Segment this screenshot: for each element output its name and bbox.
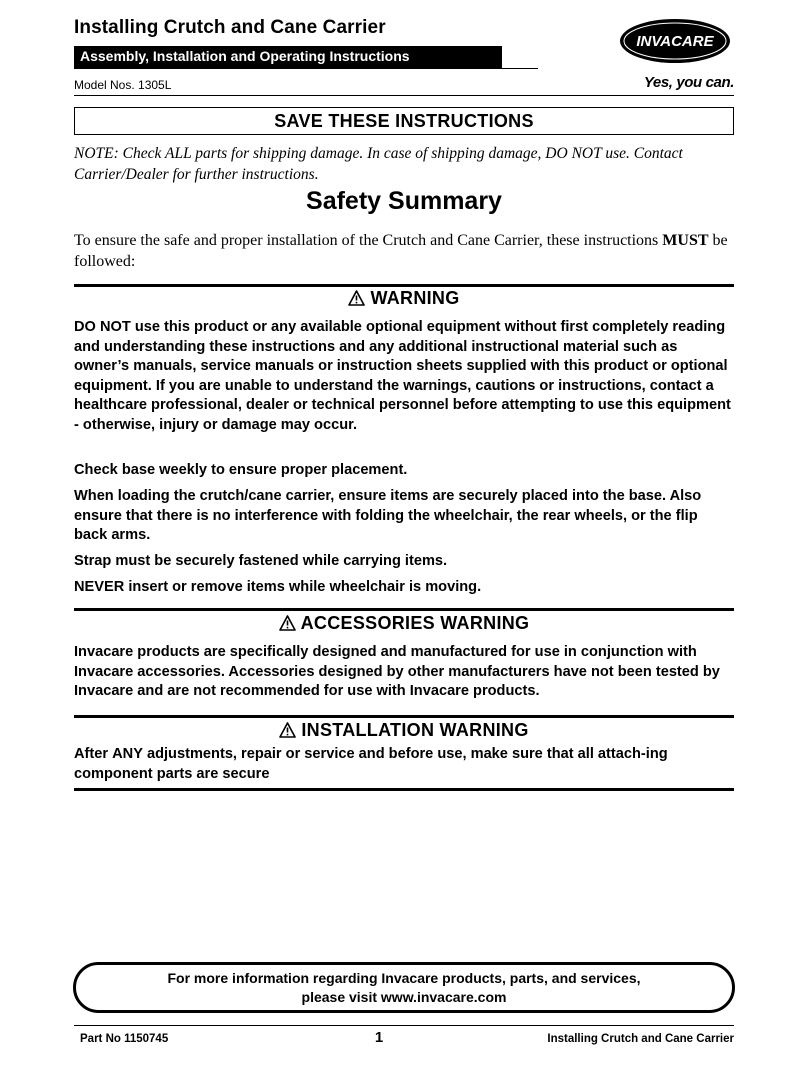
warning-triangle-icon [348,290,365,306]
warning-top-rule [74,284,734,287]
page-number: 1 [374,1029,384,1046]
more-info-box [73,962,735,1013]
accessories-top-rule [74,608,734,611]
warning-heading [74,288,734,309]
footer-document-title: Installing Crutch and Cane Carrier [547,1033,734,1045]
document-title: Installing Crutch and Cane Carrier [74,17,386,38]
more-info-line-2: please visit www.invacare.com [301,989,507,1005]
shipping-note: NOTE: Check ALL parts for shipping damage. In case of shipping damage, DO NOT use. Contact Carrier/Dealer for further instructions. [74,145,683,183]
warning-paragraph-1 [74,318,734,436]
invacare-logo-icon [618,17,732,65]
installation-top-rule [74,715,734,718]
logo-text: INVACARE [636,33,714,50]
installation-warning-heading-text: INSTALLATION WARNING [301,720,529,740]
intro-text: To ensure the safe and proper installation of the Crutch and Cane Carrier, these instructions [74,232,663,249]
subtitle-bar: Assembly, Installation and Operating Instructions [74,46,502,69]
footer-divider [74,1025,734,1026]
tagline: Yes, you can. [643,74,734,91]
warning-heading-text: WARNING [370,288,460,308]
installation-text-rest: adjustments, repair or service and before use, make sure that all attach-ing component parts are secure [74,746,668,782]
safety-intro [74,230,734,272]
installation-text-pre: After [74,746,113,762]
warning-paragraph-1-text: use this product or any available optional equipment without first completely reading and understanding these instructions and any additional instructional material such as owner’s manuals, service manuals or instruction sheets supplied with this product or optional equipment. If you are unable to understand the warnings, cautions or instructions, contact a healthcare professional, dealer or technical personnel before attempting to use this equipment - otherwise, injury or damage may occur. [74,319,731,433]
intro-emphasis: MUST [662,232,709,249]
warning-paragraph-4: Strap must be securely fastened while carrying items. [74,553,448,569]
warning-paragraph-3: When loading the crutch/cane carrier, ensure items are securely placed into the base. Also ensure that there is no interference with folding the wheelchair, the rear wheels, or the flip back arms. [74,488,702,544]
warning-triangle-icon [279,722,296,738]
any-emphasis: ANY [112,746,143,762]
header-divider [74,95,734,96]
save-instructions-box: SAVE THESE INSTRUCTIONS [74,107,734,135]
installation-warning-heading [74,720,734,741]
warning-paragraph-5-text: insert or remove items while wheelchair is moving. [124,579,482,595]
warning-triangle-icon [279,615,296,631]
part-number: Part No 1150745 [80,1033,169,1045]
accessories-warning-heading [74,613,734,634]
accessories-warning-heading-text: ACCESSORIES WARNING [300,613,530,633]
subtitle-rule [502,68,538,69]
warning-paragraph-5 [74,578,734,598]
never-emphasis: NEVER [74,579,125,595]
more-info-line-1: For more information regarding Invacare products, parts, and services, [167,970,641,986]
model-number: Model Nos. 1305L [74,78,172,92]
intro-text-end: be followed: [74,232,728,270]
warning-paragraph-2: Check base weekly to ensure proper placement. [74,462,408,478]
safety-summary-heading: Safety Summary [306,187,502,215]
installation-bottom-rule [74,788,734,791]
do-not-emphasis: DO NOT [74,319,131,335]
accessories-warning-text: Invacare products are specifically designed and manufactured for use in conjunction with Invacare accessories. Accessories designed by other manufacturers have not been tested by Invacare and are not recommended for use with Invacare products. [74,644,720,700]
installation-warning-text [74,745,734,784]
